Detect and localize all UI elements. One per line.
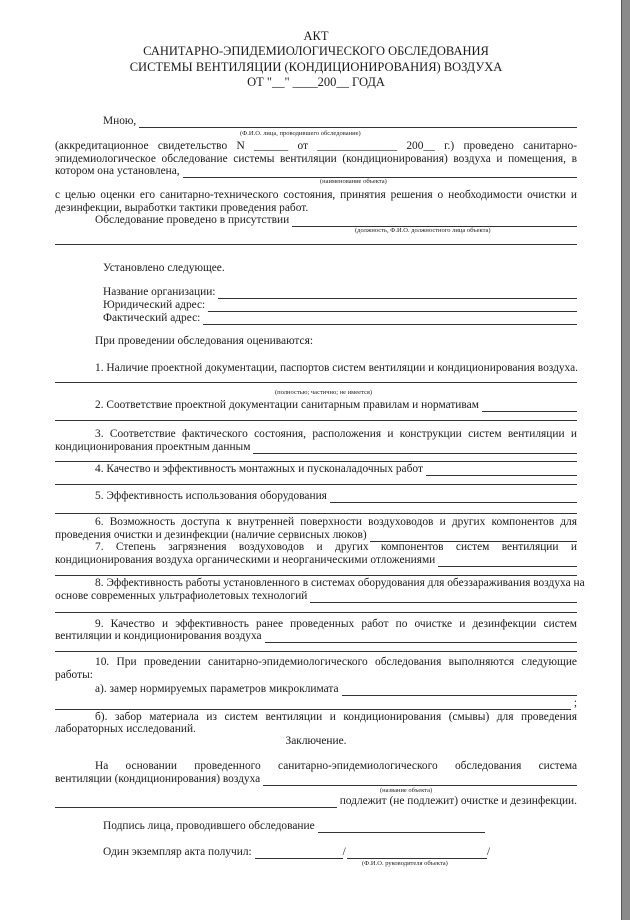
label: подлежит (не подлежит) очистке и дезинфекции. [339, 795, 577, 807]
caption: (Ф.И.О. руководителя объекта) [362, 860, 448, 867]
section-heading: Установлено следующее. [103, 262, 225, 274]
legal-address-row [55, 298, 577, 312]
label: Обследование проведено в присутствии [95, 214, 290, 226]
label: а). замер нормируемых параметров микроклимата [95, 683, 339, 695]
text-line: с целью оценки его санитарно-технического состояния, принятия решения о необходимости очистки и [55, 189, 577, 201]
item-5-field[interactable] [330, 492, 577, 503]
recipient-signature-field[interactable] [255, 848, 343, 859]
doc-title-line3: СИСТЕМЫ ВЕНТИЛЯЦИИ (КОНДИЦИОНИРОВАНИЯ) ВОЗДУХА [129, 60, 503, 74]
object-name-field[interactable] [263, 775, 577, 786]
label: Название организации: [103, 286, 216, 298]
label: ; [573, 697, 577, 709]
caption: (должность, Ф.И.О. должностного лица объекта) [355, 227, 491, 234]
actual-address-field[interactable] [203, 314, 577, 325]
object-field[interactable] [183, 167, 577, 178]
performer-row [55, 114, 577, 128]
label: котором она установлена, [55, 165, 180, 177]
actual-address-row [55, 311, 577, 325]
label: кондиционирования проектным данным [55, 441, 251, 453]
blank-line[interactable] [55, 243, 577, 245]
label: Юридический адрес: [103, 299, 206, 311]
label: 5. Эффективность использования оборудования [95, 490, 327, 502]
item-5 [55, 489, 577, 503]
caption: (наименование объекта) [320, 178, 387, 185]
recipient-name-field[interactable] [347, 848, 487, 859]
blank-line[interactable] [55, 381, 577, 383]
item-4 [55, 462, 577, 476]
label: вентиляции (кондиционирования) воздуха [55, 773, 261, 785]
item-b-cont: лабораторных исследований. [55, 723, 196, 735]
presence-field[interactable] [292, 216, 577, 227]
label: Один экземпляр акта получил: [103, 846, 252, 858]
presence-row [55, 213, 577, 227]
label: Мною, [103, 115, 137, 127]
item-6: 6. Возможность доступа к внутренней поверхности воздуховодов и других компонентов для [95, 516, 577, 528]
label: Фактический адрес: [103, 312, 201, 324]
label: кондиционирования воздуха органическими и неорганическими отложениями [55, 554, 436, 566]
conclusion-row [55, 772, 577, 786]
caption: (полностью; частично; не имеется) [275, 389, 373, 396]
item-7-cont [55, 553, 577, 567]
item-2-field[interactable] [482, 401, 577, 412]
item-a-field[interactable] [342, 685, 577, 696]
conclusion-row-2 [55, 794, 577, 808]
item-7-field[interactable] [438, 556, 577, 567]
text-line: дезинфекции, выработки тактики проведения работ. [55, 202, 309, 214]
item-b: б). забор материала из систем вентиляции и кондиционирования (смывы) для проведения [95, 711, 577, 723]
item-9-field[interactable] [265, 632, 577, 643]
blank-line[interactable] [55, 512, 577, 514]
item-9: 9. Качество и эффективность ранее проведенных работ по очистке и дезинфекции систем [95, 618, 577, 630]
section-heading: При проведении обследования оцениваются: [95, 335, 314, 347]
org-row [55, 285, 577, 299]
copy-received-row [55, 845, 490, 859]
conclusion-heading: Заключение. [285, 735, 347, 747]
object-row [55, 164, 577, 178]
item-3-cont [55, 440, 577, 454]
doc-title-date: ОТ "__" ____200__ ГОДА [247, 75, 385, 89]
item-a-cont [55, 696, 577, 710]
separator: / [486, 846, 490, 858]
item-3: 3. Соответствие фактического состояния, расположения и конструкции систем вентиляции и [95, 428, 577, 440]
blank-line[interactable] [55, 419, 577, 421]
item-10-cont: работы: [55, 669, 93, 681]
conclusion-text: На основании проведенного санитарно-эпидемиологического обследования система [95, 760, 577, 772]
label: проведения очистки и дезинфекции (наличие сервисных люков) [55, 529, 367, 541]
item-3-field[interactable] [253, 443, 577, 454]
item-4-field[interactable] [426, 465, 577, 476]
item-7: 7. Степень загрязнения воздуховодов и других компонентов систем вентиляции и [95, 541, 577, 553]
item-a [55, 682, 577, 696]
signature-field[interactable] [318, 822, 485, 833]
item-8-field[interactable] [310, 592, 577, 603]
item-8: 8. Эффективность работы установленного в системах оборудования для обеззараживания воздуха на [95, 577, 585, 589]
item-1: 1. Наличие проектной документации, паспортов систем вентиляции и кондиционирования воздуха. [95, 362, 579, 374]
label: 4. Качество и эффективность монтажных и пусконаладочных работ [95, 463, 423, 475]
doc-title-line2: САНИТАРНО-ЭПИДЕМИОЛОГИЧЕСКОГО ОБСЛЕДОВАНИЯ [143, 44, 489, 58]
blank-line[interactable] [55, 611, 577, 613]
label: вентиляции и кондиционирования воздуха [55, 630, 262, 642]
scan-border [621, 0, 630, 920]
blank-line[interactable] [55, 650, 577, 652]
item-8-cont [55, 589, 577, 603]
blank-line[interactable] [55, 483, 577, 485]
doc-title: АКТ [303, 29, 329, 43]
text-line: эпидемиологическое обследование системы вентиляции (кондиционирования) воздуха и помещения, в [55, 153, 577, 165]
text-line: (аккредитационное свидетельство N ______ от ______________ 200__ г.) проведено санитарно- [55, 140, 577, 152]
item-10: 10. При проведении санитарно-эпидемиологического обследования выполняются следующие [95, 656, 577, 668]
label: Подпись лица, проводившего обследование [103, 820, 315, 832]
label: 2. Соответствие проектной документации санитарным правилам и нормативам [95, 399, 479, 411]
item-a-field-2[interactable] [55, 699, 571, 710]
caption: (название объекта) [380, 787, 433, 794]
signature-row [55, 819, 485, 833]
item-2 [55, 398, 577, 412]
label: основе современных ультрафиолетовых технологий [55, 590, 308, 602]
performer-field[interactable] [139, 117, 577, 128]
object-name-field-2[interactable] [55, 797, 337, 808]
separator: / [342, 846, 346, 858]
caption: (Ф.И.О. лица, проводившего обследование) [240, 130, 361, 137]
item-9-cont [55, 629, 577, 643]
